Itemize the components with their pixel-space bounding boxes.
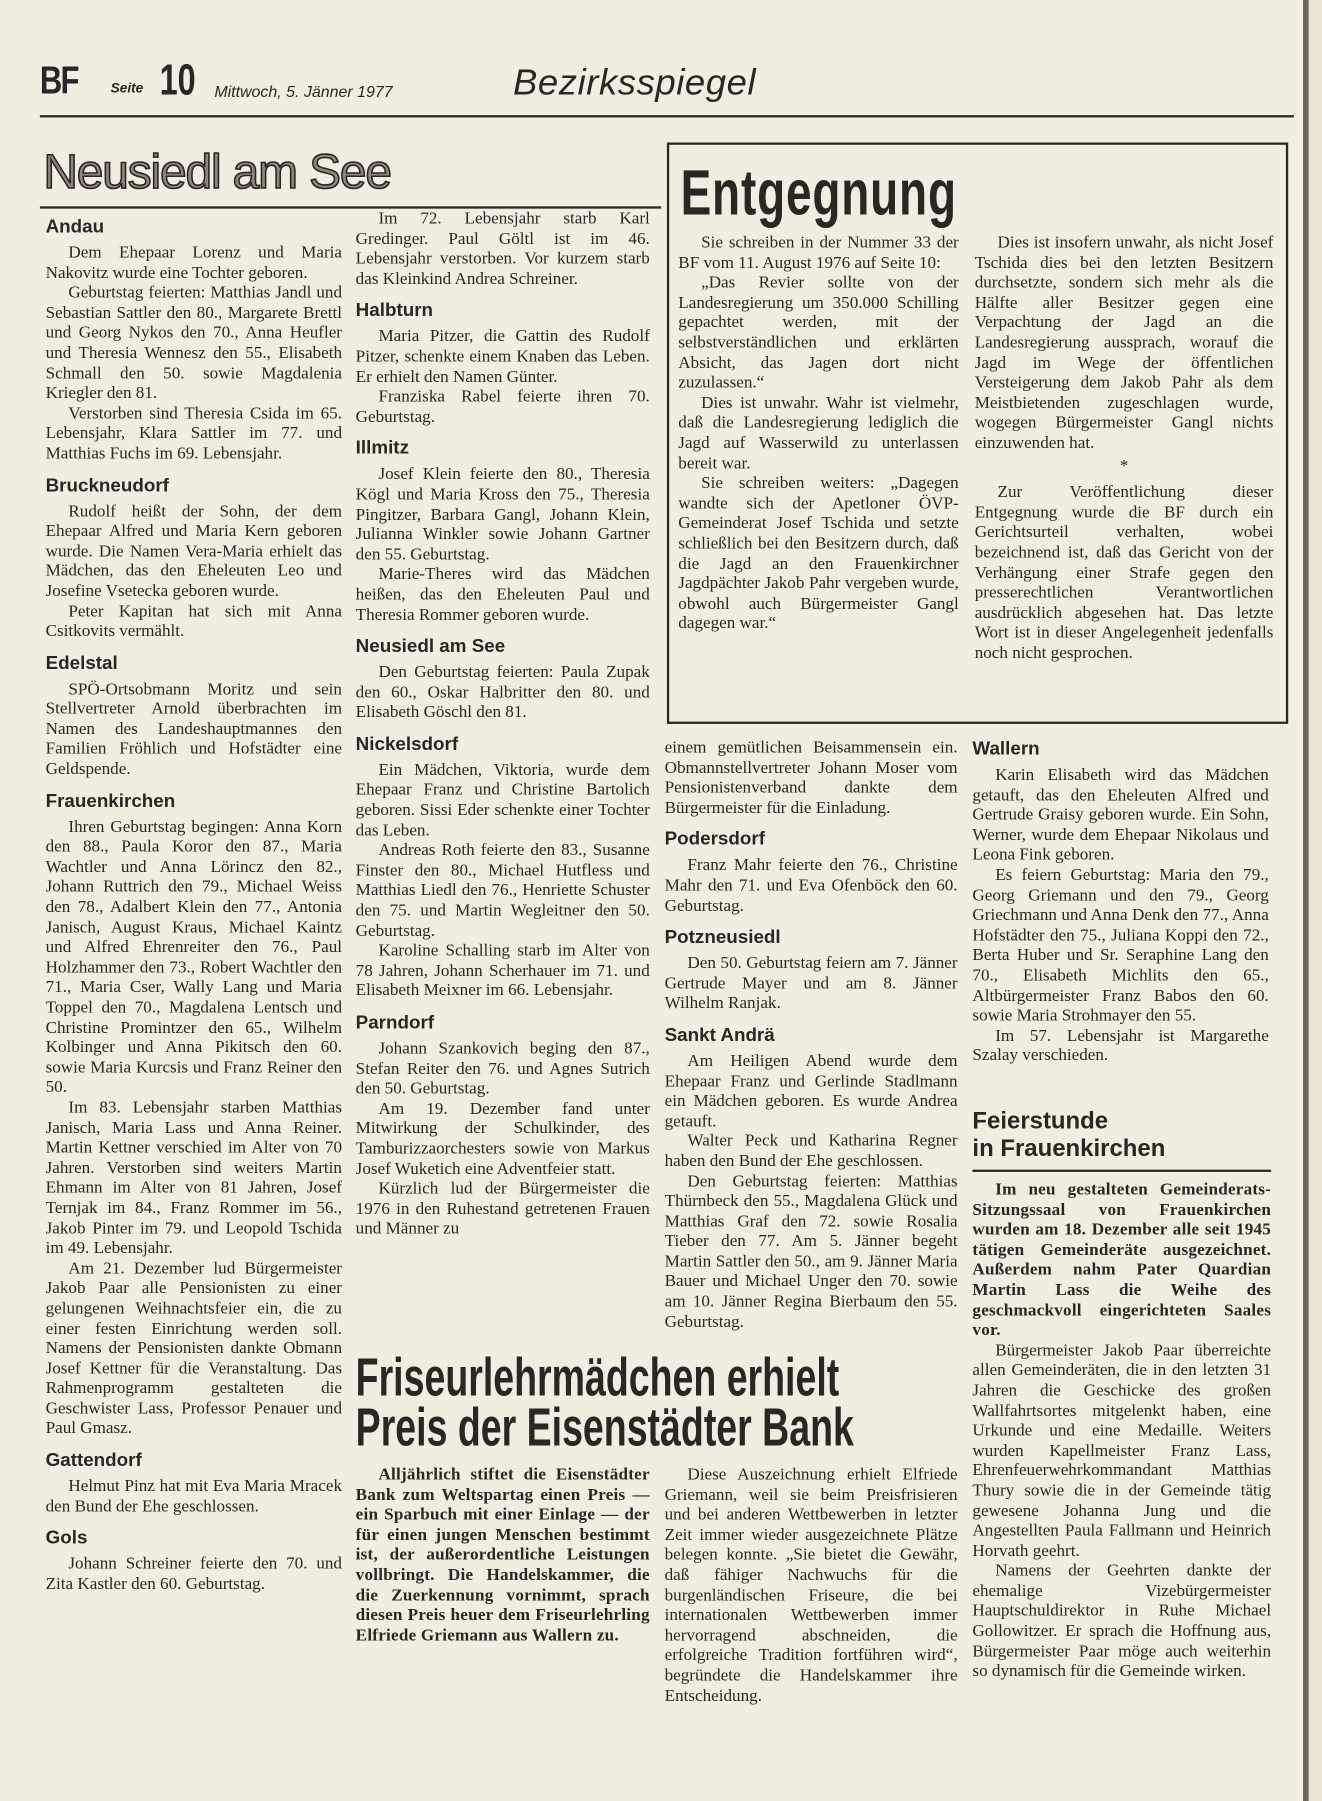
bank-prize-headline bbox=[355, 1346, 854, 1457]
place-heading: Potzneusiedl bbox=[664, 926, 781, 948]
separator-star: * bbox=[1119, 456, 1129, 475]
place-heading: Bruckneudorf bbox=[45, 474, 169, 496]
paragraph: Andreas Roth feierte den 83., Susanne Finster den 80., Michael Hutfless und Matthias Liedl den 76., Henriette Schuster den 75. und Martin Wegleitner den 50. Geburtstag. bbox=[355, 841, 650, 941]
paragraph: Peter Kapitan hat sich mit Anna Csitkovits vermählt. bbox=[45, 602, 343, 641]
place-heading: Wallern bbox=[972, 738, 1040, 760]
paragraph: Franziska Rabel feierte ihren 70. Geburtstag. bbox=[355, 387, 650, 427]
entgegnung-box bbox=[667, 143, 1288, 724]
paragraph: Maria Pitzer, die Gattin des Rudolf Pitzer, schenkte einem Knaben das Leben. Er erhielt den Namen Günter. bbox=[355, 327, 650, 386]
paragraph: Franz Mahr feierte den 76., Christine Mahr den 71. und Eva Ofenböck den 60. Geburtstag. bbox=[664, 856, 958, 915]
paragraph: Diese Auszeichnung erhielt Elfriede Griemann, weil sie beim Preisfrisieren und bei anderen Wettbewerben in letzter Zeit immer wieder ausgezeichnete Plätze belegen konnte. „Sie bietet die Gewähr, daß fähiger Nachwuchs für die burgenländischen Friseure, die bei internationalen Wettbewerben immer hervorragend abschneiden, die erfolgreiche Tradition fortführen wird“, begründete die Handelskammer ihre Entscheidung. bbox=[664, 1466, 958, 1705]
column-4 bbox=[972, 739, 1268, 1067]
paragraph: Bürgermeister Jakob Paar überreichte allen Gemeinderäten, die in den letzten 31 Jahren die Geschicke des großen Wallfahrtsortes mitgelenkt haben, eine Urkunde und eine Medaille. Weiters wurden Kapellmeister Franz Lass, Ehrenfeuerwehrkommandant Matthias Thury sowie die in der Gemeinde tätig gewesene Johanna Jung und die Angestellten Paula Fallmann und Heinrich Horvath geehrt. bbox=[972, 1341, 1272, 1561]
place-heading: Neusiedl am See bbox=[355, 636, 506, 657]
header-rule bbox=[40, 115, 1294, 117]
entgegnung-column-1 bbox=[678, 234, 958, 635]
feierstunde-article bbox=[972, 1181, 1271, 1682]
bank-prize-body bbox=[665, 1466, 958, 1707]
place-heading: Parndorf bbox=[355, 1012, 435, 1033]
paragraph: Zur Veröffentlichung dieser Entgegnung wurde die BF durch ein Gerichtsurteil verhalten, wobei bezeichnend ist, daß das Gericht von der Verhängung einer Strafe gegen den presserechtlichen Verantwortlichen ausdrücklich abgesehen hat. Das letzte Wort ist in dieser Angelegenheit jedenfalls noch nicht gesprochen. bbox=[974, 483, 1274, 663]
paragraph: Sie schreiben weiters: „Dagegen wandte sich der Apetloner ÖVP-Gemeinderat Josef Tschida und setzte schließlich bei den Besitzern durch, daß die Jagd an den Frauenkirchner Jagdpächter Jakob Pahr vergeben wurde, obwohl auch Bürgermeister Gangl dagegen war.“ bbox=[678, 474, 959, 634]
column-3 bbox=[665, 739, 958, 1333]
entgegnung-title: Entgegnung bbox=[680, 156, 957, 228]
page-edge bbox=[1309, 0, 1322, 1801]
feierstunde-headline-line-2: in Frauenkirchen bbox=[972, 1135, 1166, 1162]
paragraph: Johann Szankovich beging den 87., Stefan Reiter den 76. und Agnes Sutrich den 50. Geburtstag. bbox=[355, 1039, 650, 1099]
feierstunde-rule bbox=[972, 1170, 1271, 1172]
lead-paragraph: Im neu gestalteten Gemeinderats-Sitzungssaal von Frauenkirchen wurden am 18. Dezember alle seit 1945 tätigen Gemeinderäte ausgezeichnet. Außerdem nahm Pater Quardian Martin Lass die Weihe des geschmackvoll eingerichteten Saales vor. bbox=[972, 1181, 1272, 1340]
masthead-logo: BF bbox=[39, 59, 78, 103]
paragraph: Ihren Geburtstag begingen: Anna Korn den 88., Paula Koror den 87., Maria Wachtler und Anna Lörincz den 82., Johann Ruttrich den 79., Michael Weiss den 78., Adalbert Klein den 77., Antonia Janisch, August Kraus, Michael Kaintz und Alfred Ehrenreiter den 76., Paul Holzhammer den 73., Robert Wachtler den 71., Maria Cser, Wally Lang und Maria Toppel den 70., Magdalena Lentsch und Christine Promintzer den 65., Wilhelm Kolbinger und Anna Pikitsch den 60. sowie Maria Kurcsis und Franz Reiner den 50. bbox=[45, 818, 343, 1098]
paragraph: Namens der Geehrten dankte der ehemalige Vizebürgermeister Hauptschuldirektor in Ruhe Michael Gollowitzer. Er sprach die Hoffnung aus, Bürgermeister Paar möge auch weiterhin so dynamisch für die Gemeinde wirken. bbox=[972, 1562, 1272, 1681]
paragraph: SPÖ-Ortsobmann Moritz und sein Stellvertreter Arnold überbrachten im Namen des Landeshauptmannes den Familien Fröhlich und Hofstädter eine Geldspende. bbox=[45, 680, 343, 779]
page-number: 10 bbox=[159, 57, 196, 105]
column-2 bbox=[356, 210, 650, 1240]
paragraph: Helmut Pinz hat mit Eva Maria Mracek den Bund der Ehe geschlossen. bbox=[45, 1477, 343, 1516]
place-heading: Podersdorf bbox=[664, 829, 765, 850]
paragraph: Kürzlich lud der Bürgermeister die 1976 in den Ruhestand getretenen Frauen und Männer zu bbox=[355, 1180, 650, 1239]
paragraph: Den 50. Geburtstag feiern am 7. Jänner Gertrude Mayer und am 8. Jänner Wilhelm Ranjak. bbox=[664, 954, 958, 1013]
paragraph: Ein Mädchen, Viktoria, wurde dem Ehepaar Franz und Christine Bartolich geboren. Sissi Eder schenkte einer Tochter das Leben. bbox=[355, 761, 650, 840]
region-title: Neusiedl am See bbox=[43, 144, 391, 199]
paragraph: einem gemütlichen Beisammensein ein. Obmannstellvertreter Johann Moser vom Pensionistenverband dankte dem Bürgermeister für die Einladung. bbox=[664, 738, 958, 818]
paragraph: Johann Schreiner feierte den 70. und Zita Kastler den 60. Geburtstag. bbox=[45, 1555, 343, 1594]
column-1 bbox=[46, 217, 342, 1596]
paragraph: „Das Revier sollte von der Landesregierung um 350.000 Schilling gepachtet werden, mit der selbstverständlichen und erklärten Absicht, das Jagen dort nicht zuzulassen.“ bbox=[678, 273, 959, 393]
paragraph: Sie schreiben in der Nummer 33 der BF vom 11. August 1976 auf Seite 10: bbox=[678, 233, 959, 272]
place-heading: Gattendorf bbox=[45, 1450, 142, 1471]
paragraph: Am Heiligen Abend wurde dem Ehepaar Franz und Gerlinde Stadlmann ein Mädchen geboren. Es wurde Andrea getauft. bbox=[664, 1052, 958, 1131]
paragraph: Dies ist insofern unwahr, als nicht Josef Tschida dies bei den letzten Besitzern durchsetzte, sondern sich mehr als die Hälfte aller Besitzer gegen eine Verpachtung der Jagd an die Landesregierung aussprach, worauf die Jagd im Wege der öffentlichen Versteigerung dem Jakob Pahr als dem Meistbietenden zugeschlagen wurde, wogegen Bürgermeister Gangl nichts einzuwenden hat. bbox=[974, 233, 1274, 453]
place-heading: Sankt Andrä bbox=[664, 1024, 775, 1046]
entgegnung-column-2 bbox=[975, 234, 1274, 664]
paragraph: Im 72. Lebensjahr starb Karl Gredinger. Paul Göltl ist im 46. Lebensjahr verstorben. Vor kurzem starb das Kleinkind Andrea Schreiner. bbox=[355, 209, 650, 289]
place-heading: Edelstal bbox=[45, 652, 118, 674]
issue-date: Mittwoch, 5. Jänner 1977 bbox=[214, 82, 393, 101]
paragraph: Geburtstag feierten: Matthias Jandl und Sebastian Sattler den 80., Margarete Brettl und Georg Nykos den 70., Anna Heufler und Theresia Wennesz den 55., Elisabeth Schmall den 50. sowie Magdalenia Kriegler den 81. bbox=[45, 284, 343, 403]
feierstunde-headline-line-1: Feierstunde bbox=[972, 1108, 1109, 1135]
paragraph: Im 83. Lebensjahr starben Matthias Janisch, Maria Lass und Anna Reiner. Martin Kettner verschied im Alter von 70 Jahren. Verstorben sind weiters Martin Ehmann im Alter von 81 Jahren, Josef Ternjak im 84., Franz Rommer im 56., Jakob Pinter im 79. und Leopold Tschida im 49. Lebensjahr. bbox=[45, 1098, 343, 1258]
paragraph: Dem Ehepaar Lorenz und Maria Nakovitz wurde eine Tochter geboren. bbox=[45, 243, 343, 283]
region-rule bbox=[40, 206, 661, 208]
paragraph: Am 19. Dezember fand unter Mitwirkung der Schulkinder, des Tamburizzaorchesters sowie von Markus Josef Wuketich eine Adventfeier statt. bbox=[355, 1099, 650, 1179]
paragraph: Karoline Schalling starb im Alter von 78 Jahren, Johann Scherhauer im 71. und Elisabeth Meixner im 66. Lebensjahr. bbox=[355, 941, 650, 1001]
paragraph: Josef Klein feierte den 80., Theresia Kögl und Maria Kross den 75., Theresia Pingitzer, Barbara Gangl, Johann Klein, Julianna Winkler sowie Johann Gartner den 55. Geburtstag. bbox=[355, 465, 650, 564]
paragraph: Es feiern Geburtstag: Maria den 79., Georg Griemann und den 79., Georg Griechmann und Anna Denk den 77., Anna Hofstädter den 75., Juliana Koppi den 72., Berta Huber und Sr. Seraphine Lang den 70., Elisabeth Michlits den 65., Altbürgermeister Franz Babos den 60. sowie Maria Strohmayer den 55. bbox=[972, 866, 1269, 1026]
place-heading: Halbturn bbox=[355, 300, 434, 321]
paragraph: Dies ist unwahr. Wahr ist vielmehr, daß die Landesregierung lediglich die Jagd auf Wasserwild zu unterlassen bereit war. bbox=[678, 394, 959, 473]
paragraph: Am 21. Dezember lud Bürgermeister Jakob Paar alle Pensionisten zu einer gelungenen Weihnachtsfeier ein, die zu einer festen Einrichtung werden soll. Namens der Pensionisten dankte Obmann Josef Kettner für die Veranstaltung. Das Rahmenprogramm gestalteten die Geschwister Lass, Professor Penauer und Paul Gmasz. bbox=[45, 1259, 343, 1439]
paragraph: Den Geburtstag feierten: Matthias Thürnbeck den 55., Magdalena Glück und Matthias Graf den 72. sowie Rosalia Tieber den 77. Am 5. Jänner begeht Martin Sattler den 50., am 9. Jänner Maria Bauer und Michael Unger den 70. sowie am 10. Jänner Regina Bierbaum den 55. Geburtstag. bbox=[664, 1172, 958, 1332]
paragraph: Marie-Theres wird das Mädchen heißen, das den Eheleuten Paul und Theresia Rommer geboren wurde. bbox=[355, 565, 650, 625]
place-heading: Gols bbox=[45, 1527, 88, 1549]
paragraph: Den Geburtstag feierten: Paula Zupak den 60., Oskar Halbritter den 80. und Elisabeth Göschl den 81. bbox=[355, 663, 650, 722]
bank-prize-headline-line-1: Friseurlehrmädchen erhielt bbox=[355, 1346, 840, 1407]
place-heading: Nickelsdorf bbox=[355, 734, 459, 755]
bank-prize-headline-line-2: Preis der Eisenstädter Bank bbox=[355, 1396, 854, 1457]
paragraph: Walter Peck und Katharina Regner haben den Bund der Ehe geschlossen. bbox=[664, 1132, 958, 1171]
paragraph: Rudolf heißt der Sohn, der dem Ehepaar Alfred und Maria Kern geboren wurde. Die Namen Vera-Maria erhielt das Mädchen, das den Eheleuten Leo und Josefine Vsetecka geboren wurde. bbox=[45, 502, 343, 601]
place-heading: Illmitz bbox=[355, 438, 409, 459]
bank-prize-lead bbox=[356, 1466, 650, 1647]
place-heading: Frauenkirchen bbox=[45, 790, 176, 812]
feierstunde-headline bbox=[972, 1108, 1165, 1163]
section-title: Bezirksspiegel bbox=[513, 61, 757, 103]
paragraph: Im 57. Lebensjahr ist Margarethe Szalay verschieden. bbox=[972, 1026, 1269, 1066]
page-label: Seite bbox=[110, 79, 144, 96]
paragraph: Verstorben sind Theresia Csida im 65. Lebensjahr, Klara Sattler im 77. und Matthias Fuchs im 69. Lebensjahr. bbox=[45, 404, 343, 463]
paragraph: Karin Elisabeth wird das Mädchen getauft, das den Eheleuten Alfred und Gertrude Graisy geboren wurde. Ein Sohn, Werner, wurde dem Ehepaar Nikolaus und Leona Fink geboren. bbox=[972, 766, 1269, 865]
lead-paragraph: Alljährlich stiftet die Eisenstädter Bank zum Weltspartag einen Preis — ein Sparbuch mit einer Einlage — der für einen jungen Menschen bestimmt ist, der außerordentliche Leistungen vollbringt. Die Handelskammer, die die Zuerkennung vornimmt, sprach diesen Preis heuer dem Friseurlehrling Elfriede Griemann aus Wallern zu. bbox=[355, 1466, 650, 1645]
place-heading: Andau bbox=[45, 216, 105, 238]
